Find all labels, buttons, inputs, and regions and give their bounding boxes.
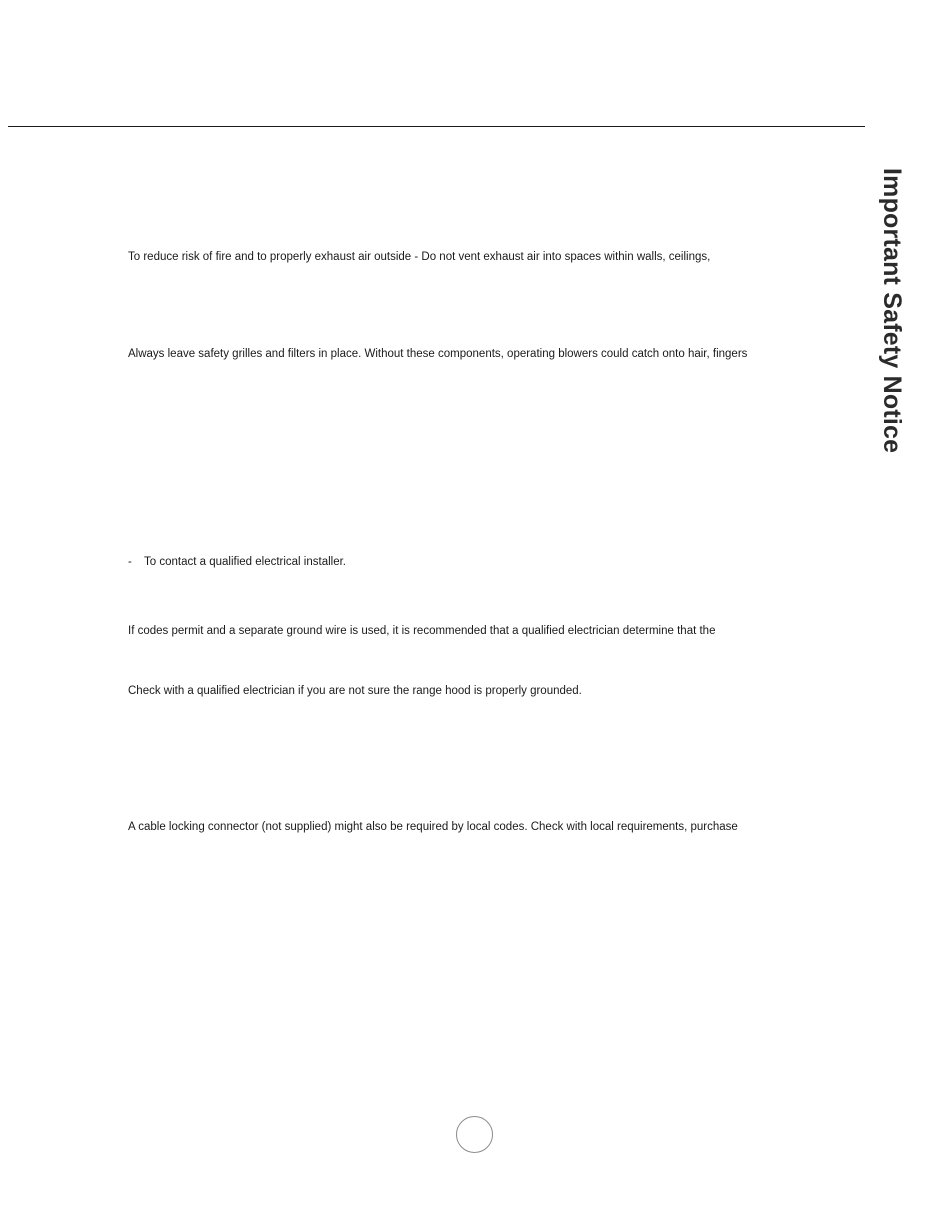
page-title-vertical: Important Safety Notice: [878, 168, 906, 454]
header-divider: [8, 126, 865, 127]
list-item-label: To contact a qualified electrical installer.: [144, 556, 346, 568]
list-item: [128, 555, 346, 569]
bullet-dash: -: [128, 556, 132, 568]
paragraph-safety-grilles: Always leave safety grilles and filters in place. Without these components, operating blowers could catch onto hair, fingers: [128, 348, 748, 360]
paragraph-cable-connector: A cable locking connector (not supplied) might also be required by local codes. Check with local requirements, purchase: [128, 821, 738, 833]
paragraph-fire-risk: To reduce risk of fire and to properly exhaust air outside - Do not vent exhaust air into spaces within walls, ceilings,: [128, 251, 711, 263]
page-number-badge: [456, 1116, 493, 1153]
paragraph-check-electrician: Check with a qualified electrician if you are not sure the range hood is properly grounded.: [128, 685, 582, 697]
paragraph-ground-wire: If codes permit and a separate ground wire is used, it is recommended that a qualified electrician determine that the: [128, 625, 716, 637]
